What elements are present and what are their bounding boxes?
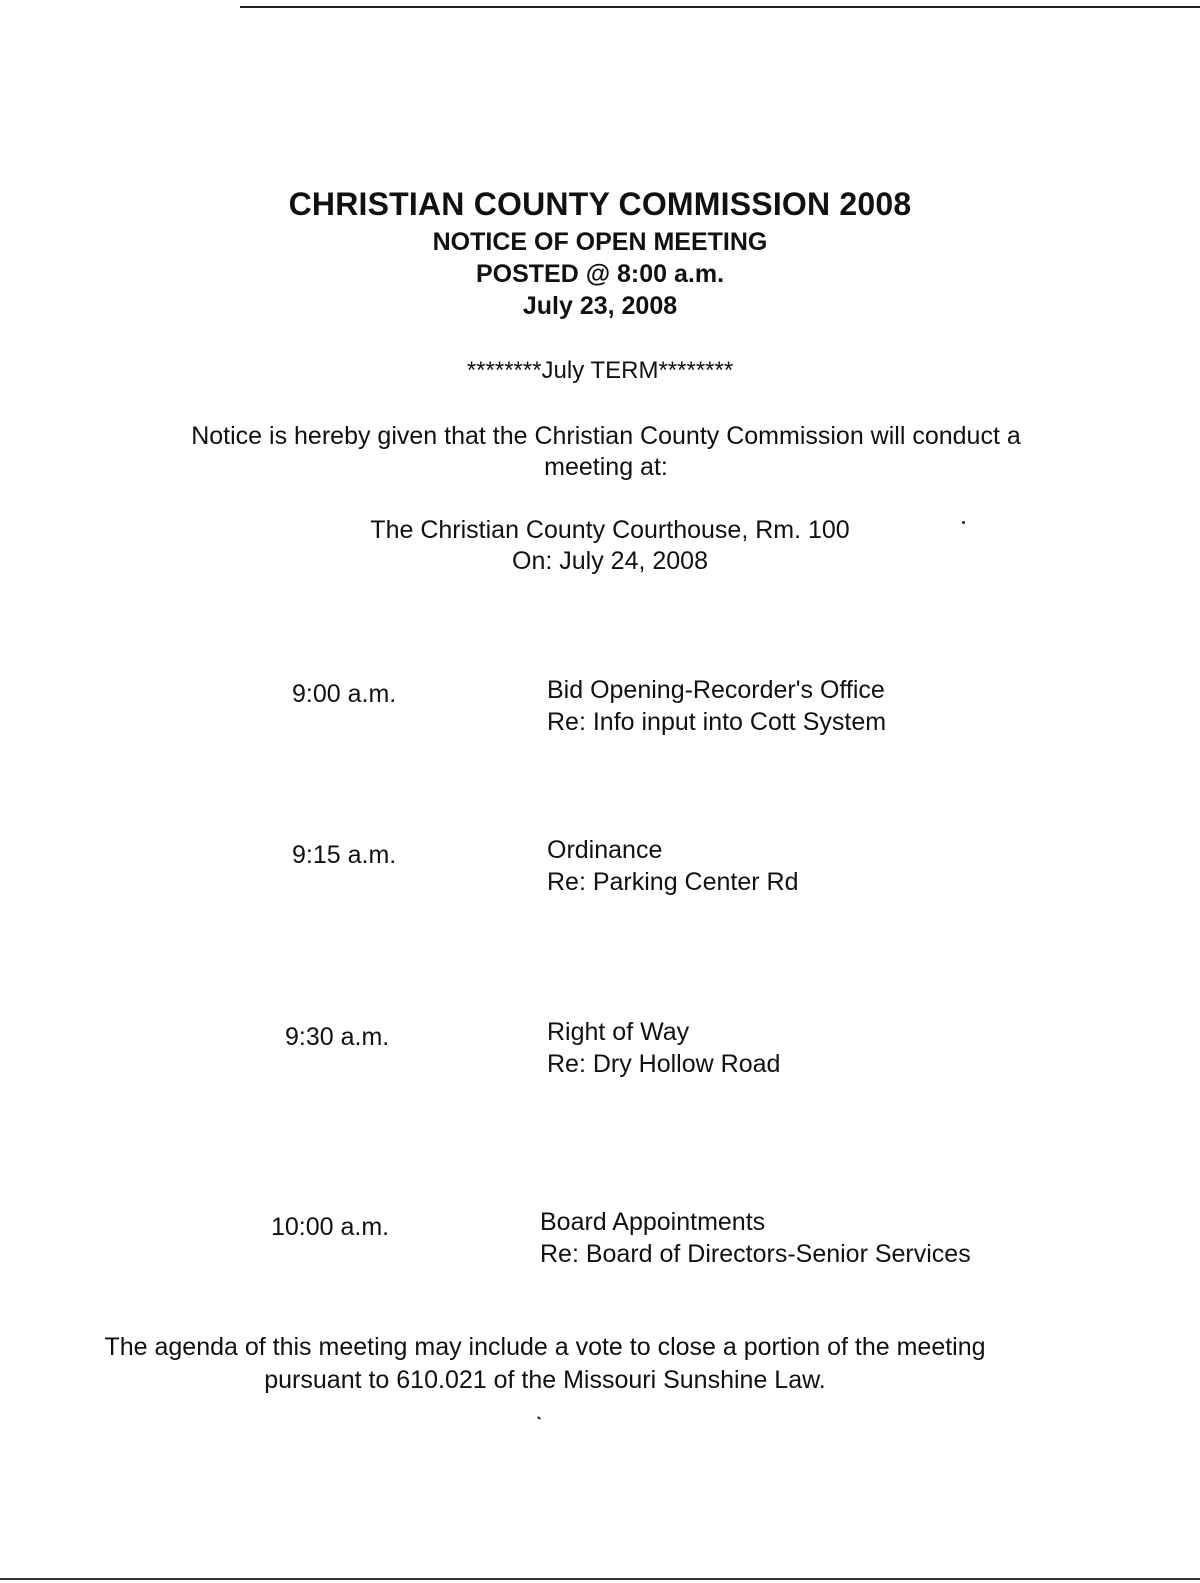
agenda-item-re: Re: Board of Directors-Senior Services bbox=[540, 1240, 971, 1268]
scan-speck bbox=[962, 521, 965, 524]
agenda-item-re: Re: Dry Hollow Road bbox=[547, 1050, 781, 1078]
agenda-item-re: Re: Parking Center Rd bbox=[547, 868, 799, 896]
agenda-time: 9:00 a.m. bbox=[292, 680, 397, 708]
document-title: CHRISTIAN COUNTY COMMISSION 2008 bbox=[288, 186, 912, 222]
agenda-item-title: Bid Opening-Recorder's Office bbox=[547, 676, 885, 704]
posted-date: July 23, 2008 bbox=[522, 292, 678, 320]
notice-line-2: meeting at: bbox=[544, 453, 668, 481]
agenda-time: 9:15 a.m. bbox=[292, 841, 397, 869]
agenda-item bbox=[547, 834, 799, 898]
agenda-item bbox=[540, 1206, 971, 1270]
footer-notice bbox=[40, 1331, 1050, 1397]
agenda-time: 9:30 a.m. bbox=[285, 1023, 390, 1051]
meeting-location bbox=[300, 515, 920, 577]
posted-time: POSTED @ 8:00 a.m. bbox=[475, 260, 725, 288]
agenda-item-title: Right of Way bbox=[547, 1018, 690, 1046]
agenda-item bbox=[547, 1016, 780, 1080]
term-line: ********July TERM******** bbox=[466, 357, 734, 384]
footer-line-1: The agenda of this meeting may include a vote to close a portion of the meeting bbox=[104, 1333, 986, 1361]
agenda-item-title: Ordinance bbox=[547, 836, 663, 864]
agenda-item bbox=[547, 674, 886, 738]
agenda-time: 10:00 a.m. bbox=[271, 1213, 390, 1241]
location-line-2: On: July 24, 2008 bbox=[512, 547, 708, 575]
notice-paragraph bbox=[130, 421, 1082, 483]
agenda-item-title: Board Appointments bbox=[540, 1208, 766, 1236]
notice-line-1: Notice is hereby given that the Christian County Commission will conduct a bbox=[191, 422, 1021, 450]
agenda-item-re: Re: Info input into Cott System bbox=[547, 708, 887, 736]
scan-edge-bottom bbox=[0, 1578, 1200, 1580]
location-line-1: The Christian County Courthouse, Rm. 100 bbox=[370, 516, 850, 544]
scan-speck bbox=[537, 1416, 541, 1420]
document-subtitle: NOTICE OF OPEN MEETING bbox=[432, 228, 768, 256]
scan-edge-top bbox=[240, 6, 1200, 8]
footer-line-2: pursuant to 610.021 of the Missouri Sunshine Law. bbox=[264, 1366, 826, 1394]
